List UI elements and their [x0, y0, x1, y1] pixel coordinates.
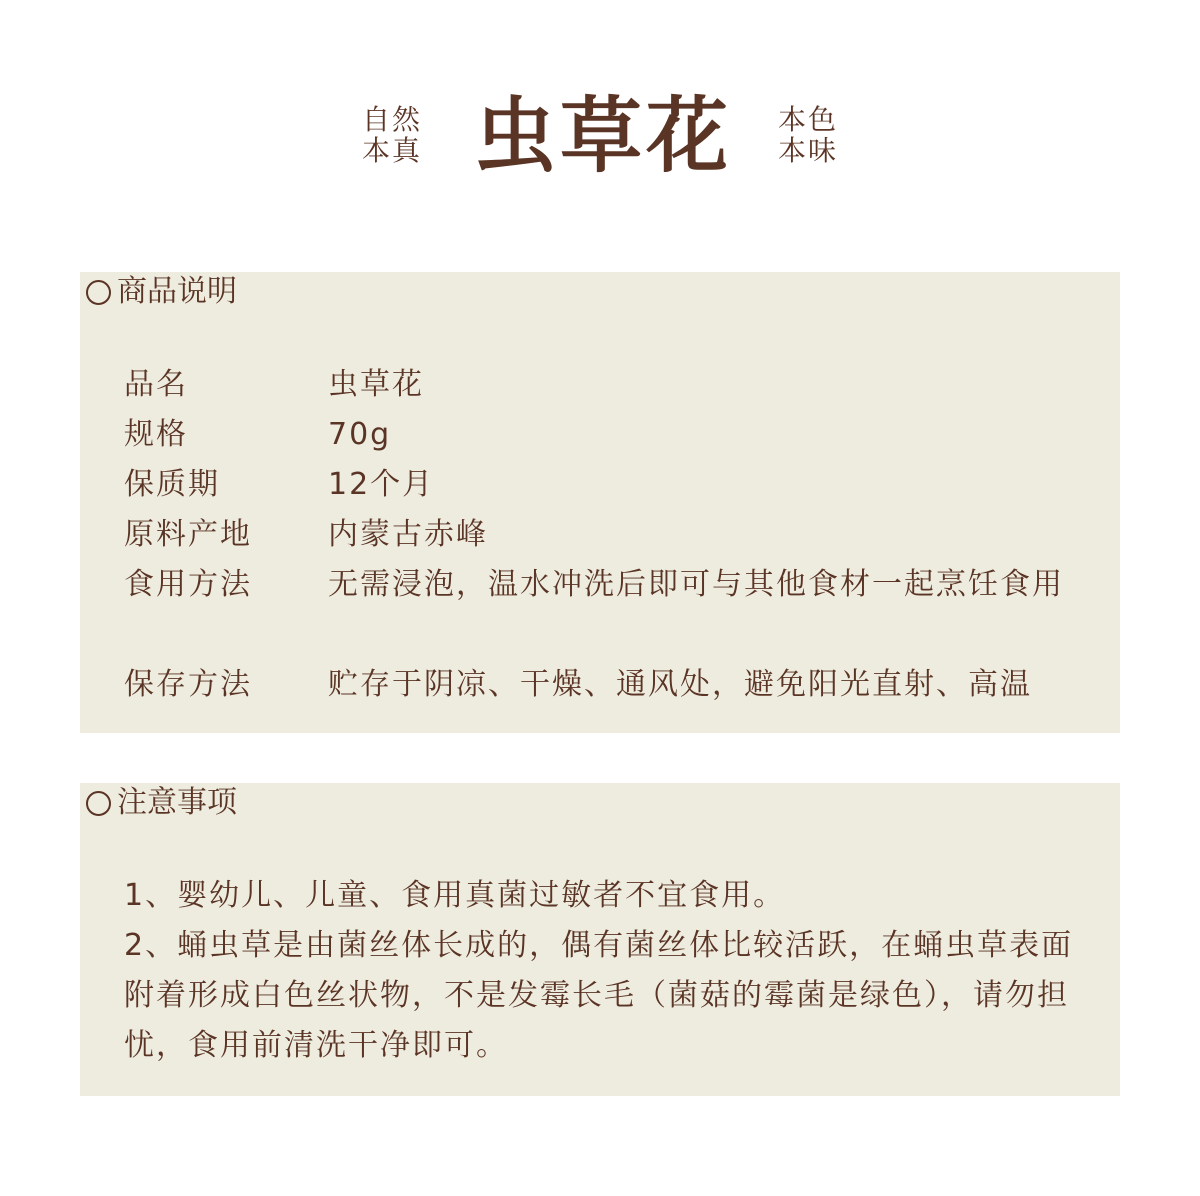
right-slogan-line-2: 本味 [778, 134, 839, 167]
spec-label: 保存方法 [124, 667, 252, 702]
spec-row-usage [124, 560, 1094, 660]
notes-panel [80, 783, 1120, 1096]
right-slogan-line-1: 本色 [778, 103, 839, 136]
page-title: 虫草花 [474, 88, 733, 184]
spec-row-origin [124, 510, 1094, 560]
spec-value: 无需浸泡，温水冲洗后即可与其他食材一起烹饪食用 [328, 567, 1064, 602]
spec-value: 12个月 [328, 467, 435, 502]
notes-list [124, 871, 1094, 1071]
notes-heading-label: 注意事项 [117, 785, 237, 820]
spec-label: 保质期 [124, 467, 220, 502]
product-info-panel [80, 272, 1120, 733]
spec-row-name [124, 360, 1094, 410]
left-slogan-line-2: 本真 [362, 134, 423, 167]
spec-label: 原料产地 [124, 517, 252, 552]
circle-outline-icon [86, 280, 111, 305]
spec-label: 品名 [124, 367, 188, 402]
spec-row-storage [124, 660, 1094, 710]
right-slogan [778, 104, 838, 166]
circle-outline-icon [86, 791, 111, 816]
spec-label: 食用方法 [124, 567, 252, 602]
left-slogan-line-1: 自然 [362, 103, 423, 136]
spec-value: 虫草花 [328, 367, 424, 402]
spec-row-shelf-life [124, 460, 1094, 510]
notes-heading [86, 785, 237, 821]
left-slogan [362, 104, 422, 166]
spec-label: 规格 [124, 417, 188, 452]
page-header [0, 88, 1200, 188]
spec-row-size [124, 410, 1094, 460]
note-item: 1、婴幼儿、儿童、食用真菌过敏者不宜食用。 [124, 878, 786, 913]
spec-value: 内蒙古赤峰 [328, 517, 488, 552]
spec-value: 70g [328, 417, 392, 452]
product-info-heading [86, 274, 237, 310]
product-info-heading-label: 商品说明 [117, 274, 237, 309]
note-item: 2、蛹虫草是由菌丝体长成的，偶有菌丝体比较活跃，在蛹虫草表面附着形成白色丝状物，不是发霉长毛（菌菇的霉菌是绿色），请勿担忧，食用前清洗干净即可。 [124, 928, 1074, 1063]
spec-value: 贮存于阴凉、干燥、通风处，避免阳光直射、高温 [328, 667, 1032, 702]
